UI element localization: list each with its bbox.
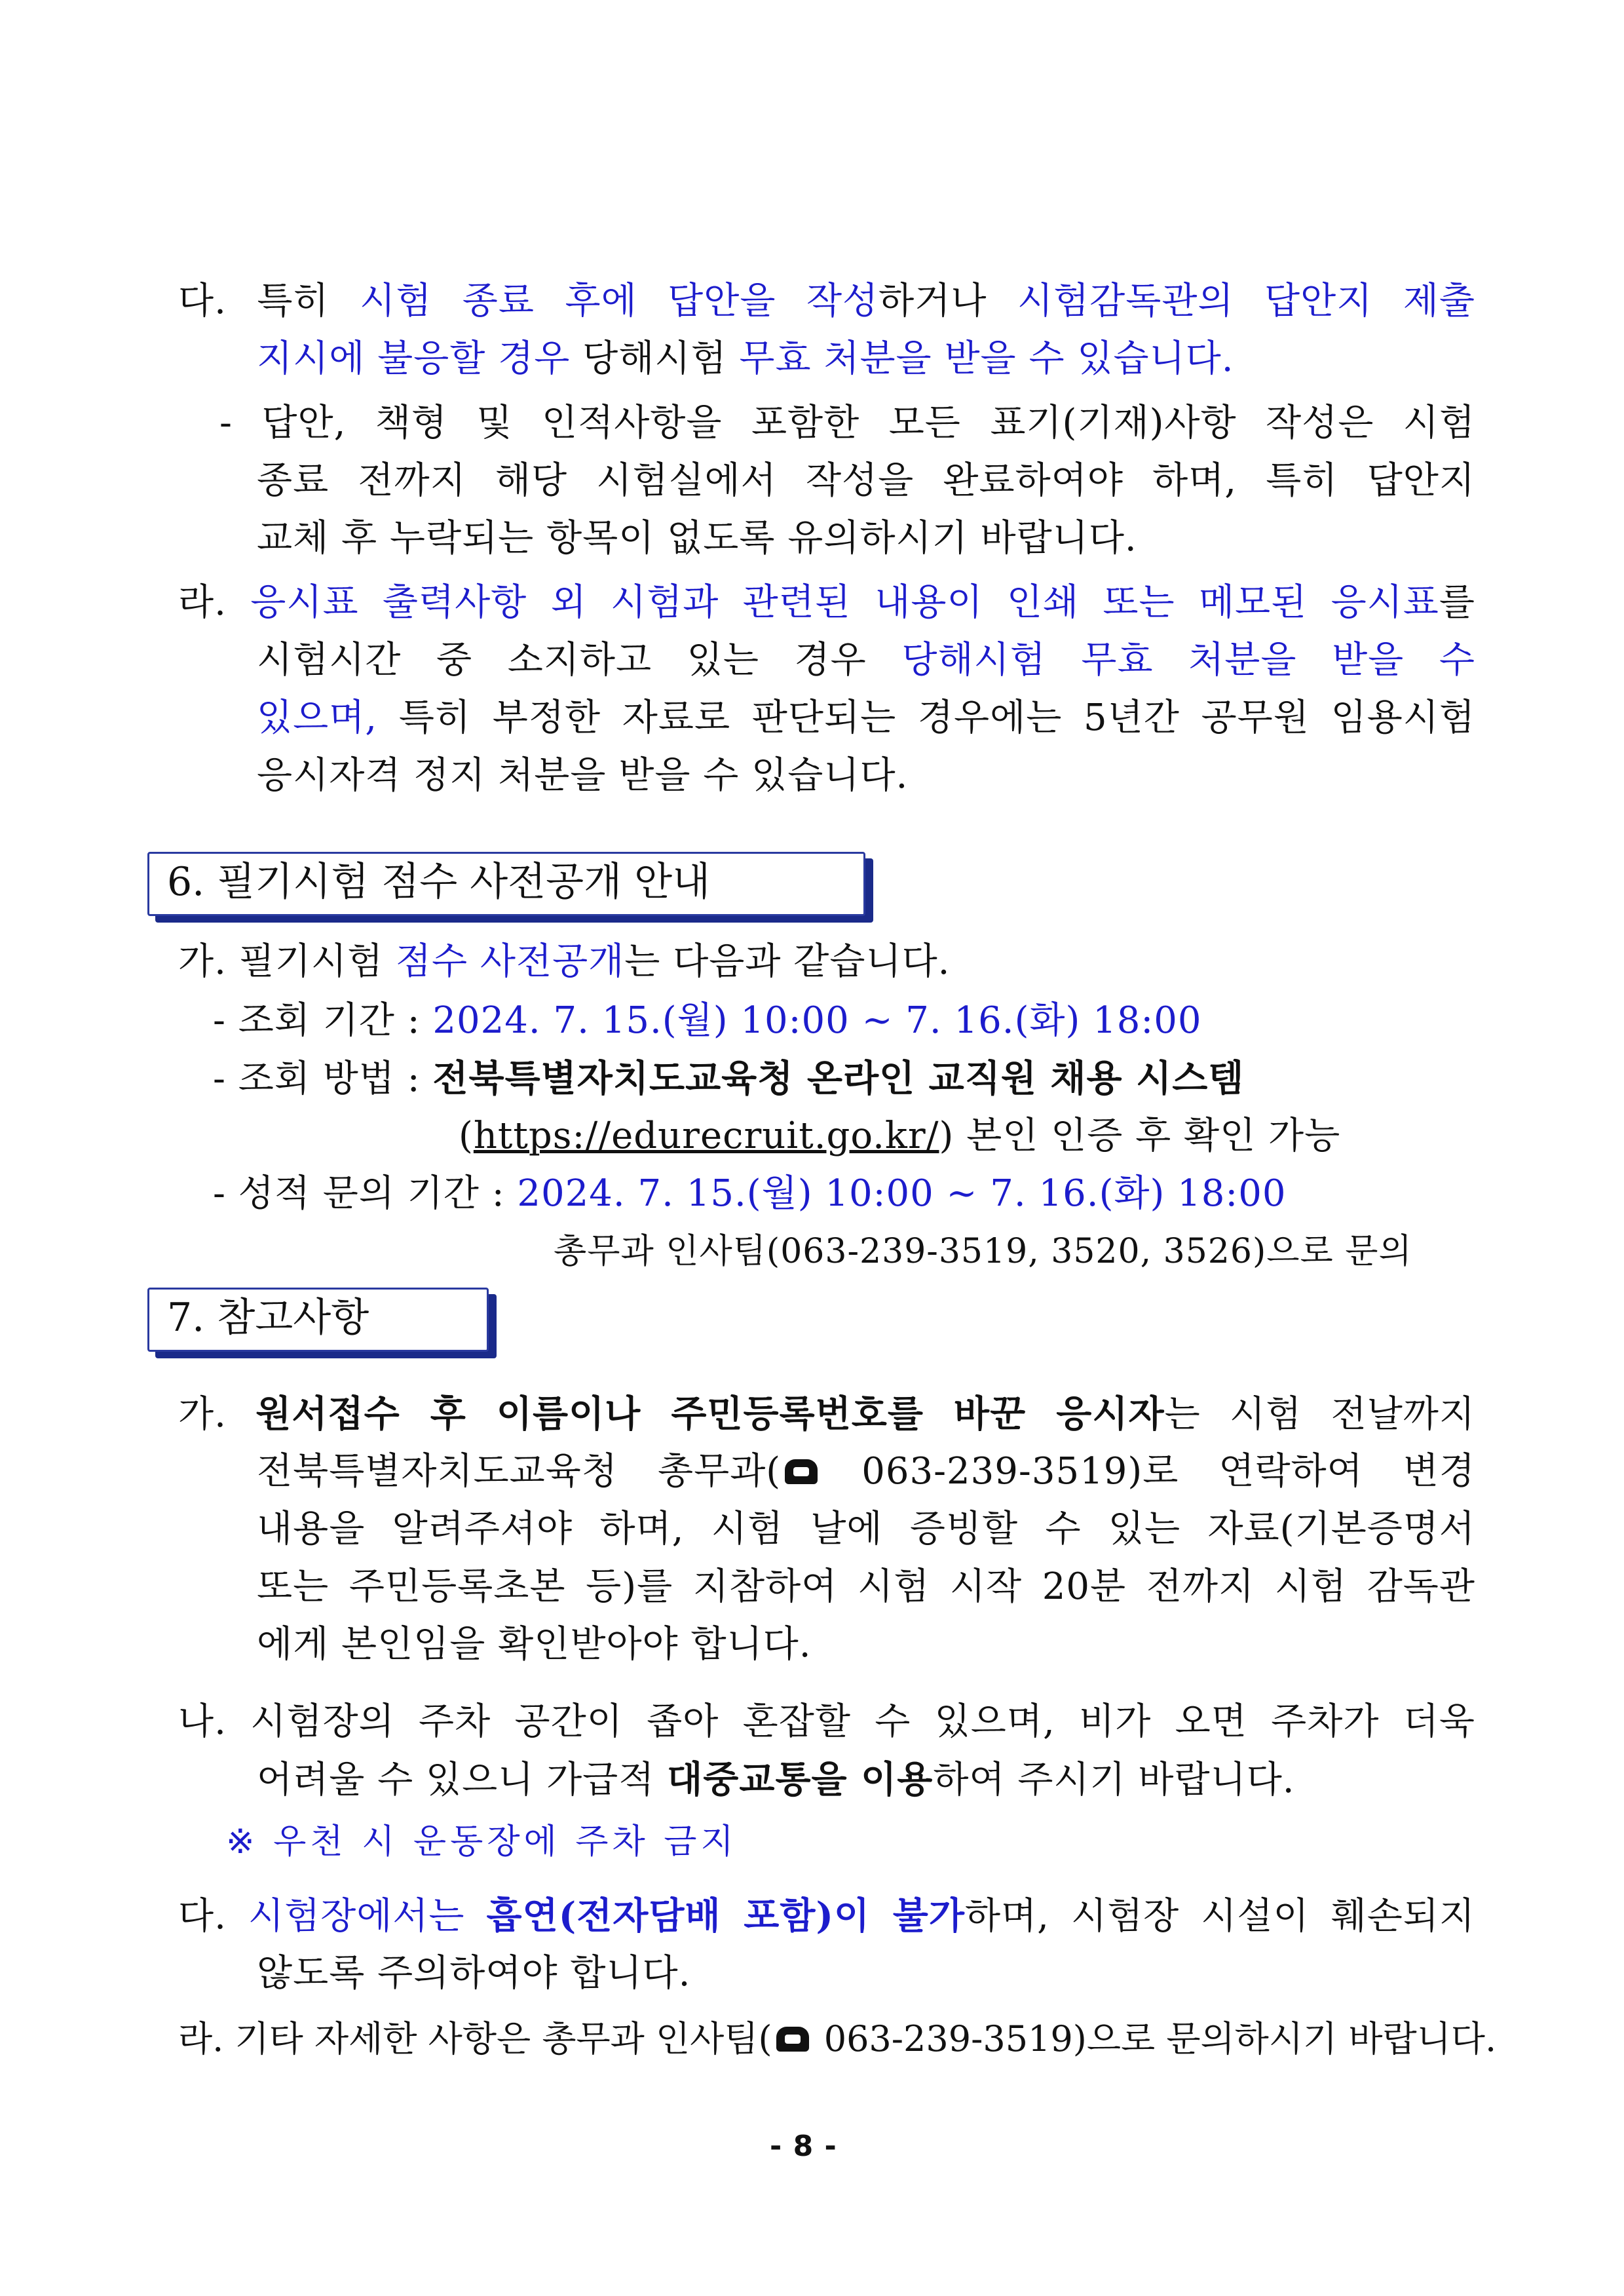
item-ga-line5: 에게 본인임을 확인받아야 합니다. xyxy=(257,1623,812,1666)
dash-line2: 종료 전까지 해당 시험실에서 작성을 완료하여야 하며, 특히 답안지 xyxy=(257,459,1475,502)
item-ga-line3: 내용을 알려주셔야 하며, 시험 날에 증빙할 수 있는 자료(기본증명서 xyxy=(257,1508,1475,1550)
section-title: 6. 필기시험 점수 사전공개 안내 xyxy=(167,859,711,905)
field-label: - 조회 기간 : xyxy=(213,999,433,1042)
parking-note: ※ 우천 시 운동장에 주차 금지 xyxy=(226,1822,738,1862)
telephone-icon xyxy=(785,1459,818,1484)
dash-line3: 교체 후 누락되는 항목이 없도록 유의하시기 바랍니다. xyxy=(257,517,1137,560)
item-ra-line1: 라. 기타 자세한 사항은 총무과 인사팀( 063-239-3519)으로 문의하시기 바랍니다. xyxy=(178,2018,1497,2059)
item-marker: 라. xyxy=(178,2018,224,2059)
item-na-line1: 나. 시험장의 주차 공간이 좁아 혼잡할 수 있으며, 비가 오면 주차가 더욱 xyxy=(178,1700,1475,1743)
highlight-text: 지시에 불응할 경우 xyxy=(257,337,571,380)
dash-line1: - 답안, 책형 및 인적사항을 포함한 모든 표기(기재)사항 작성은 시험 xyxy=(219,402,1475,444)
highlight-text: 흡연(전자담배 포함)이 불가 xyxy=(486,1894,965,1938)
lookup-method xyxy=(213,1055,1244,1103)
recruit-site-link[interactable]: https://edurecruit.go.kr/ xyxy=(473,1115,939,1157)
item-ra-line3: 있으며, 특히 부정한 자료로 판단되는 경우에는 5년간 공무원 임용시험 xyxy=(257,697,1475,739)
item-marker: 나. xyxy=(178,1700,227,1743)
page-number: - 8 - xyxy=(770,2130,837,2163)
item-marker: 다. xyxy=(178,1895,227,1938)
field-value: 2024. 7. 15.(월) 10:00 ~ 7. 16.(화) 18:00 xyxy=(432,999,1202,1042)
item-ra-line1: 라. 응시표 출력사항 외 시험과 관련된 내용이 인쇄 또는 메모된 응시표를 xyxy=(178,581,1475,624)
item-marker: 다. xyxy=(178,280,227,322)
lookup-period xyxy=(213,997,1202,1044)
item-ga-line2: 전북특별자치도교육청 총무과( 063-239-3519)로 연락하여 변경 xyxy=(257,1450,1475,1493)
emphasis-text: 대중교통을 이용 xyxy=(667,1758,934,1801)
emphasis-text: 원서접수 후 이름이나 주민등록번호를 바꾼 응시자 xyxy=(255,1392,1165,1436)
item-na-line2: 어려울 수 있으니 가급적 대중교통을 이용하여 주시기 바랍니다. xyxy=(257,1758,1295,1801)
item-da-line1: 다. 특히 시험 종료 후에 답안을 작성하거나 시험감독관의 답안지 제출 xyxy=(178,280,1475,322)
highlight-text: 있으며, xyxy=(257,697,378,739)
field-label: - 조회 방법 : xyxy=(213,1058,433,1100)
field-value: 전북특별자치도교육청 온라인 교직원 채용 시스템 xyxy=(432,1057,1245,1100)
item-da-line1: 다. 시험장에서는 흡연(전자담배 포함)이 불가하며, 시험장 시설이 훼손되지 xyxy=(178,1894,1475,1938)
lookup-url-line: (https://edurecruit.go.kr/) 본인 인증 후 확인 가능 xyxy=(459,1115,1341,1157)
item-marker: 가. xyxy=(178,1393,227,1436)
item-ga: 가. 필기시험 점수 사전공개는 다음과 같습니다. xyxy=(178,940,951,983)
item-da-line2: 지시에 불응할 경우 당해시험 무효 처분을 받을 수 있습니다. xyxy=(257,337,1234,380)
highlight-text: 당해시험 무효 처분을 받을 수 xyxy=(901,639,1475,681)
inquiry-period xyxy=(213,1170,1287,1217)
highlight-text: 무효 처분을 받을 수 있습니다. xyxy=(739,337,1234,380)
item-ga-line1: 가. 원서접수 후 이름이나 주민등록번호를 바꾼 응시자는 시험 전날까지 xyxy=(178,1392,1475,1436)
highlight-text: 응시표 출력사항 외 시험과 관련된 내용이 인쇄 또는 메모된 응시표 xyxy=(250,581,1439,624)
item-marker: 가. xyxy=(178,940,227,983)
item-ra-line2: 시험시간 중 소지하고 있는 경우 당해시험 무효 처분을 받을 수 xyxy=(257,639,1475,681)
section-title: 7. 참고사항 xyxy=(167,1295,369,1341)
highlight-text: 시험감독관의 답안지 제출 xyxy=(1017,280,1475,322)
highlight-text: 점수 사전공개 xyxy=(395,940,625,983)
item-ga-line4: 또는 주민등록초본 등)를 지참하여 시험 시작 20분 전까지 시험 감독관 xyxy=(257,1565,1475,1608)
item-da-line2: 않도록 주의하여야 합니다. xyxy=(257,1952,691,1995)
telephone-icon xyxy=(776,2027,809,2052)
item-marker: 라. xyxy=(178,581,227,624)
inquiry-contact: 총무과 인사팀(063-239-3519, 3520, 3526)으로 문의 xyxy=(554,1232,1412,1271)
highlight-text: 시험장에서는 xyxy=(248,1895,487,1938)
item-ra-line4: 응시자격 정지 처분을 받을 수 있습니다. xyxy=(257,754,909,797)
field-label: - 성적 문의 기간 : xyxy=(213,1172,518,1215)
highlight-text: 시험 종료 후에 답안을 작성 xyxy=(360,280,879,322)
field-value: 2024. 7. 15.(월) 10:00 ~ 7. 16.(화) 18:00 xyxy=(517,1172,1287,1215)
